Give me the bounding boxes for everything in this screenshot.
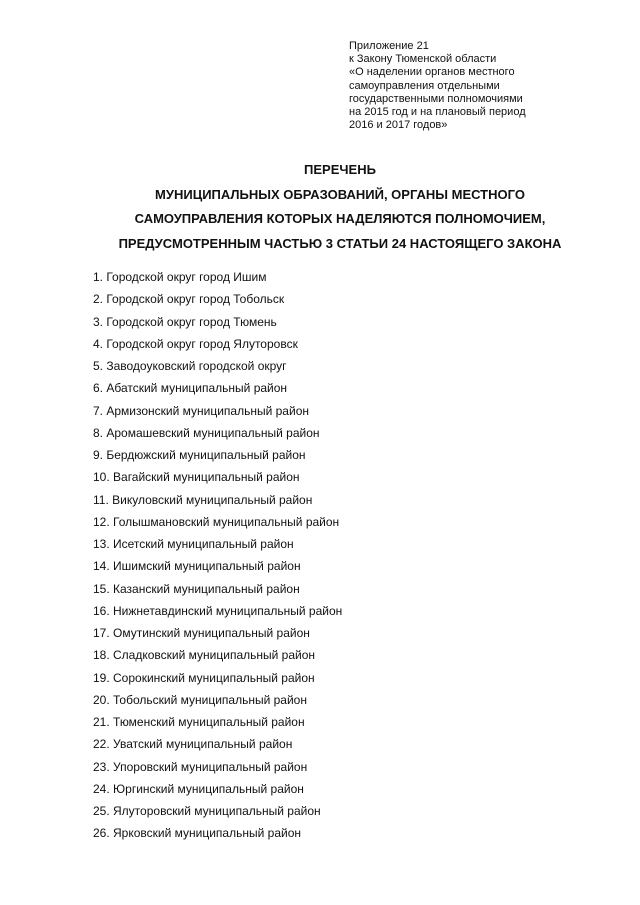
list-item: 21. Тюменский муниципальный район bbox=[93, 715, 305, 729]
appendix-line: государственными полномочиями bbox=[349, 92, 523, 105]
heading-line: МУНИЦИПАЛЬНЫХ ОБРАЗОВАНИЙ, ОРГАНЫ МЕСТНОГО bbox=[155, 186, 525, 202]
list-item: 12. Голышмановский муниципальный район bbox=[93, 514, 340, 529]
list-item: 14. Ишимский муниципальный район bbox=[93, 559, 301, 574]
appendix-line: к Закону Тюменской области bbox=[349, 53, 497, 66]
municipality-list bbox=[93, 266, 342, 845]
list-item: 20. Тобольский муниципальный район bbox=[93, 692, 307, 707]
appendix-note bbox=[349, 40, 599, 132]
list-item: 5. Заводоуковский городской округ bbox=[93, 359, 287, 373]
appendix-line: Приложение 21 bbox=[349, 40, 429, 52]
list-item: 19. Сорокинский муниципальный район bbox=[93, 670, 315, 685]
heading-line: ПРЕДУСМОТРЕННЫМ ЧАСТЬЮ 3 СТАТЬИ 24 НАСТОЯЩЕГО ЗАКОНА bbox=[118, 235, 562, 251]
appendix-line: 2016 и 2017 годов» bbox=[349, 119, 448, 132]
list-item: 17. Омутинский муниципальный район bbox=[93, 626, 310, 640]
heading-line: САМОУПРАВЛЕНИЯ КОТОРЫХ НАДЕЛЯЮТСЯ ПОЛНОМОЧИЕМ, bbox=[134, 211, 546, 226]
list-item: 1. Городской округ город Ишим bbox=[93, 270, 267, 284]
list-item: 11. Викуловский муниципальный район bbox=[93, 492, 313, 507]
list-item: 16. Нижнетавдинский муниципальный район bbox=[93, 603, 343, 618]
appendix-line: на 2015 год и на плановый период bbox=[349, 106, 526, 119]
list-item: 22. Уватский муниципальный район bbox=[93, 737, 293, 752]
list-item: 7. Армизонский муниципальный район bbox=[93, 403, 309, 418]
list-item: 10. Вагайский муниципальный район bbox=[93, 470, 300, 485]
list-item: 9. Бердюжский муниципальный район bbox=[93, 448, 306, 462]
list-item: 4. Городской округ город Ялуторовск bbox=[93, 336, 298, 351]
list-item: 24. Юргинский муниципальный район bbox=[93, 781, 304, 796]
appendix-line: самоуправления отдельными bbox=[349, 79, 500, 92]
list-item: 8. Аромашевский муниципальный район bbox=[93, 425, 320, 440]
list-item: 23. Упоровский муниципальный район bbox=[93, 759, 308, 774]
list-item: 15. Казанский муниципальный район bbox=[93, 581, 300, 596]
heading-title: ПЕРЕЧЕНЬ bbox=[304, 162, 376, 177]
list-item: 2. Городской округ город Тобольск bbox=[93, 292, 285, 307]
list-item: 18. Сладковский муниципальный район bbox=[93, 648, 316, 663]
document-heading bbox=[60, 158, 620, 256]
list-item: 26. Ярковский муниципальный район bbox=[93, 826, 302, 841]
list-item: 3. Городской округ город Тюмень bbox=[93, 314, 277, 329]
list-item: 6. Абатский муниципальный район bbox=[93, 381, 288, 396]
list-item: 13. Исетский муниципальный район bbox=[93, 537, 294, 551]
appendix-line: «О наделении органов местного bbox=[349, 66, 515, 79]
list-item: 25. Ялуторовский муниципальный район bbox=[93, 804, 321, 818]
